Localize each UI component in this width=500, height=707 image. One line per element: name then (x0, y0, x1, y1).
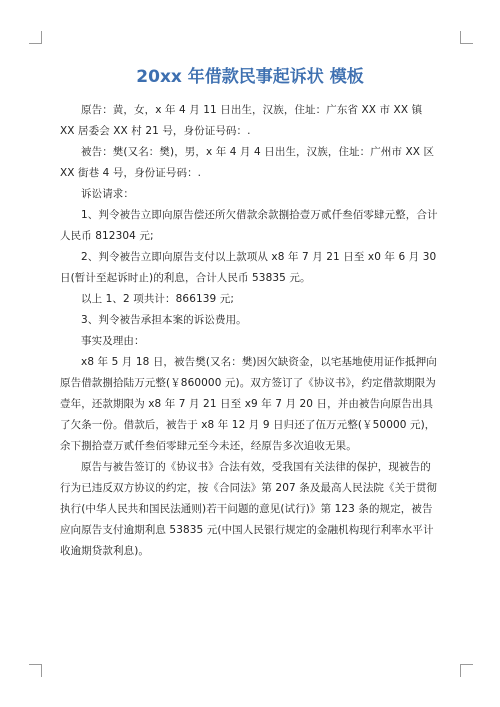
paragraph-claims-heading: 诉讼请求： (81, 188, 134, 200)
crop-mark-bottom-left (29, 664, 42, 677)
paragraph-claims-total: 以上 1、2 项共计：866139 元; (81, 293, 234, 305)
paragraph-defendant: 被告：樊(又名：樊)，男，x 年 4 月 4 日出生，汉族，住址：广州市 XX 区 XX 街巷 4 号，身份证号码：. (60, 146, 435, 179)
paragraph-plaintiff: 原告：黄，女，x 年 4 月 11 日出生，汉族，住址：广东省 XX 市 XX 镇 XX 居委会 XX 村 21 号，身份证号码：. (60, 104, 423, 137)
paragraph-reasoning: 原告与被告签订的《协议书》合法有效，受我国有关法律的保护，现被告的行为已违反双方协议的约定，按《合同法》第 207 条及最高人民法院《关于贯彻执行(中华人民共和国民法通则)若干问题的意见(试行)》第 123 条的规定，被告应向原告支付逾期利息 53835 元(中国人民银行规定的金融机构现行利率水平计收逾期贷款利息)。 (60, 461, 438, 557)
paragraph-claim-3: 3、判令被告承担本案的诉讼费用。 (81, 314, 247, 326)
paragraph-facts: x8 年 5 月 18 日，被告樊(又名：樊)因欠缺资金，以宅基地使用证作抵押向原告借款捌拾陆万元整(￥860000 元)。双方签订了《协议书》，约定借款期限为壹年，还款期限为 x8 年 7 月 21 日至 x9 年 7 月 20 日，并由被告向原告出具了欠条一份。借款后，被告于 x8 年 12 月 9 日归还了伍万元整(￥50000 元)，余下捌拾壹万贰仟叁佰零肆元至今未还，经原告多次追收无果。 (60, 356, 437, 452)
paragraph-facts-heading: 事实及理由： (81, 335, 145, 347)
crop-mark-bottom-right (460, 664, 473, 677)
document-body (60, 100, 440, 562)
paragraph-claim-1: 1、判令被告立即向原告偿还所欠借款余款捌拾壹万贰仟叁佰零肆元整，合计人民币 812304 元; (60, 209, 438, 242)
document-title: 20xx 年借款民事起诉状 模板 (136, 67, 364, 87)
crop-mark-top-right (460, 31, 473, 44)
crop-mark-top-left (29, 31, 42, 44)
paragraph-claim-2: 2、判令被告立即向原告支付以上款项从 x8 年 7 月 21 日至 x0 年 6 月 30 日(暂计至起诉时止)的利息，合计人民币 53835 元。 (60, 251, 437, 284)
